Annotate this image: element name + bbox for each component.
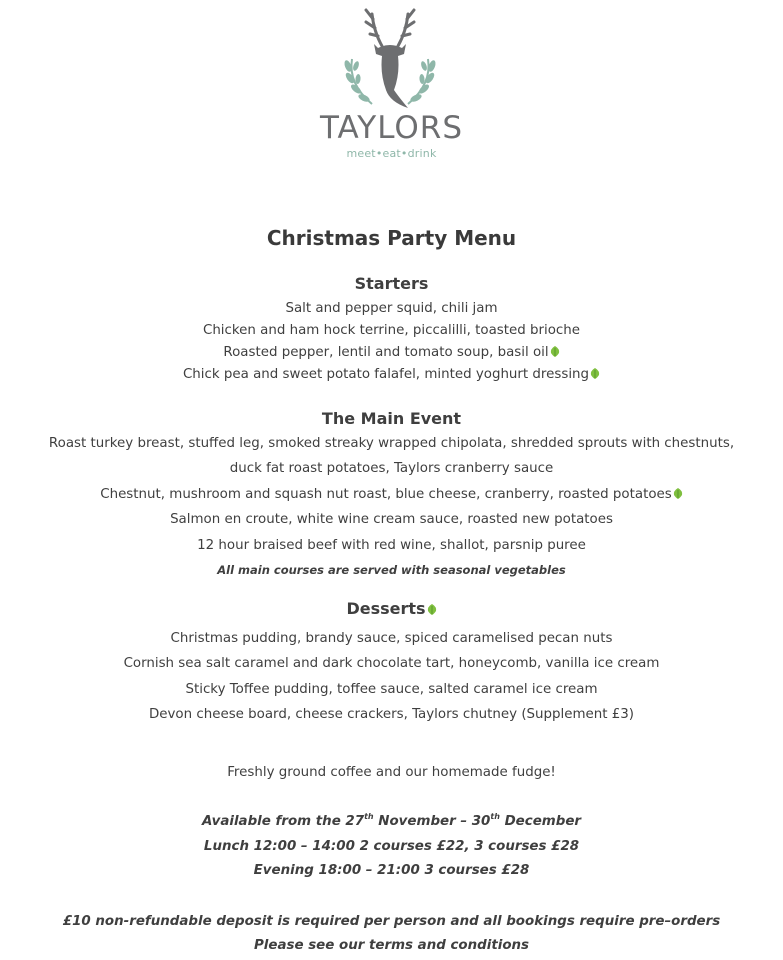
menu-title: Christmas Party Menu — [266, 226, 517, 250]
dessert-item: Cornish sea salt caramel and dark chocolate tart, honeycomb, vanilla ice cream — [123, 656, 660, 671]
vegetarian-leaf-icon — [673, 488, 683, 499]
starter-item: Salt and pepper squid, chili jam — [285, 301, 498, 316]
main-item: duck fat roast potatoes, Taylors cranberry sauce — [229, 461, 554, 476]
stag-head-icon — [290, 4, 490, 114]
vegetarian-leaf-icon — [550, 346, 560, 357]
availability-line: Available from the 27th November – 30th December — [201, 812, 582, 829]
desserts-heading-row — [0, 598, 783, 620]
desserts-heading: Desserts — [346, 599, 426, 618]
lunch-line: Lunch 12:00 – 14:00 2 courses £22, 3 courses £28 — [203, 839, 580, 854]
deposit-line: £10 non-refundable deposit is required per person and all bookings require pre–orders — [62, 914, 721, 929]
main-item: Salmon en croute, white wine cream sauce, roasted new potatoes — [170, 512, 613, 527]
dessert-item: Devon cheese board, cheese crackers, Taylors chutney (Supplement £3) — [148, 707, 635, 722]
vegetarian-leaf-icon — [427, 604, 437, 615]
mains-note: All main courses are served with seasonal vegetables — [217, 563, 566, 577]
vegetarian-leaf-icon — [590, 368, 600, 379]
coffee-line: Freshly ground coffee and our homemade fudge! — [227, 765, 556, 780]
terms-line: Please see our terms and conditions — [253, 938, 530, 953]
starter-item: Roasted pepper, lentil and tomato soup, basil oil — [0, 344, 783, 362]
mains-heading: The Main Event — [321, 409, 462, 428]
evening-line: Evening 18:00 – 21:00 3 courses £28 — [253, 863, 530, 878]
brand-tagline: meet•eat•drink — [346, 147, 437, 160]
dessert-item: Christmas pudding, brandy sauce, spiced caramelised pecan nuts — [170, 631, 613, 646]
starter-item: Chick pea and sweet potato falafel, minted yoghurt dressing — [0, 366, 783, 384]
main-item: 12 hour braised beef with red wine, shallot, parsnip puree — [197, 538, 586, 553]
main-item: Roast turkey breast, stuffed leg, smoked streaky wrapped chipolata, shredded sprouts with chestnuts, — [48, 436, 735, 451]
starter-item: Chicken and ham hock terrine, piccalilli, toasted brioche — [202, 323, 581, 338]
brand-name: TAYLORS — [319, 110, 464, 146]
main-item: Chestnut, mushroom and squash nut roast, blue cheese, cranberry, roasted potatoes — [0, 486, 783, 504]
starters-heading: Starters — [354, 274, 429, 293]
dessert-item: Sticky Toffee pudding, toffee sauce, salted caramel ice cream — [185, 682, 598, 697]
